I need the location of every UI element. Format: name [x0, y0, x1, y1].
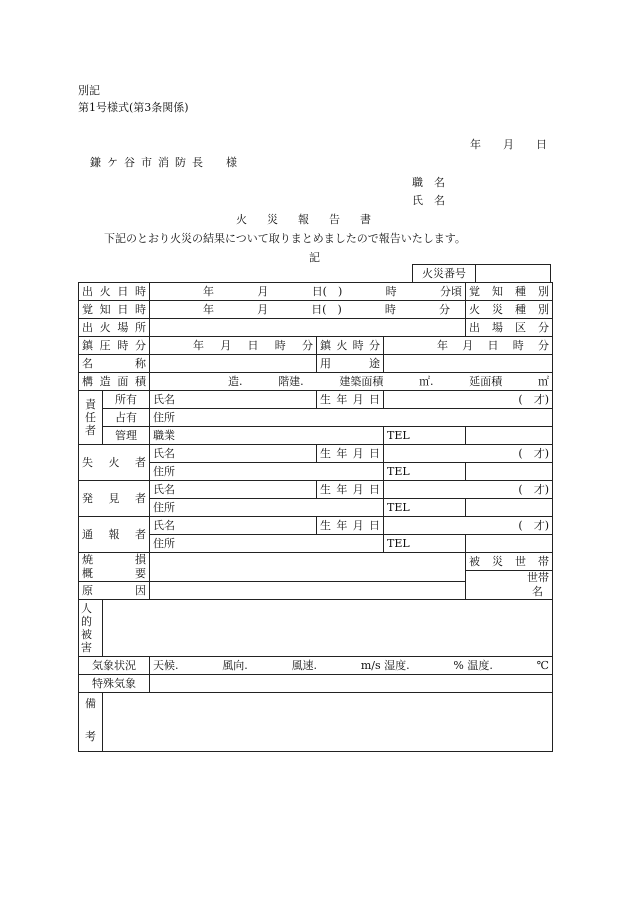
- tel-label: TEL: [384, 427, 466, 445]
- birth-label: 生年月日: [317, 517, 384, 535]
- unit-hour: 時: [274, 339, 286, 352]
- tsuho-address-label: 住所: [150, 535, 384, 553]
- shoson-char: 焼: [82, 553, 93, 566]
- place-label: 出火場所: [79, 319, 150, 337]
- unit-month: 月: [220, 339, 232, 352]
- tel-label: TEL: [384, 499, 466, 517]
- setai-unit: 世帯: [527, 571, 549, 584]
- report-date: 年 月 日: [470, 138, 547, 151]
- hisai-label: 被災世帯: [466, 553, 553, 571]
- biko-char: 備: [85, 697, 96, 710]
- kakuchi-kind-text: 覚知種別: [469, 285, 549, 298]
- tokushu-value: [150, 675, 553, 693]
- kozo-label: 構造面積: [79, 373, 150, 391]
- age-field: ( 才): [384, 481, 553, 499]
- unit-hour: 時: [384, 303, 396, 316]
- kanri-label: 管理: [103, 427, 150, 445]
- wind-direction-label: 風向.: [222, 659, 248, 672]
- jinteki-text: 人的被害: [81, 602, 92, 654]
- temperature-label: % 温度.: [453, 659, 493, 672]
- shikka-label: 失火者: [79, 445, 150, 481]
- table-row: [79, 693, 553, 752]
- jinteki-value: [103, 600, 553, 657]
- age-field: ( 才): [384, 517, 553, 535]
- tel-label: TEL: [384, 535, 466, 553]
- hakken-name-label: 氏名: [150, 481, 317, 499]
- reporter-position-label: 職 名: [412, 176, 445, 189]
- hakken-label: 発見者: [79, 481, 150, 517]
- unit-minute: 分: [538, 339, 549, 352]
- youto-value: [384, 355, 553, 373]
- shikka-name-label: 氏名: [150, 445, 317, 463]
- table-row: [79, 409, 553, 427]
- document-title: 火災報告書: [236, 213, 391, 226]
- unit-year: 年: [203, 285, 214, 298]
- fire-report-table: [78, 282, 553, 752]
- total-area-label: 延面積: [469, 375, 503, 388]
- wind-speed-label: 風速.: [291, 659, 318, 672]
- sqm-unit: ㎡.: [419, 375, 434, 388]
- tel-value: [466, 427, 553, 445]
- reporter-name-label: 氏 名: [412, 194, 445, 207]
- sqm-unit: ㎡: [537, 375, 549, 388]
- fire-number-box: [412, 264, 551, 282]
- tel-value: [466, 463, 553, 481]
- age-field: ( 才): [384, 445, 553, 463]
- table-row: [79, 283, 553, 301]
- fire-number-label: 火災番号: [413, 265, 476, 282]
- genin-value: [150, 582, 466, 600]
- celsius-unit: ℃: [536, 659, 549, 672]
- biko-value: [103, 693, 553, 752]
- table-row: [79, 675, 553, 693]
- unit-day: 日( ): [311, 303, 342, 316]
- table-row: [79, 481, 553, 499]
- unit-year: 年: [203, 303, 214, 316]
- humidity-label: m/s 湿度.: [360, 659, 410, 672]
- birth-label: 生年月日: [317, 391, 384, 409]
- unit-day: 日: [487, 339, 499, 352]
- chinka-value: [384, 337, 553, 355]
- shoson-value: [150, 553, 466, 582]
- meisho-value: [150, 355, 317, 373]
- hisai-value: [466, 571, 553, 600]
- owner-name-label: 氏名: [150, 391, 317, 409]
- owner-address-label: 住所: [150, 409, 553, 427]
- age-field: ( 才): [384, 391, 553, 409]
- shoson-char: 損: [135, 553, 146, 566]
- biko-char: 考: [85, 730, 96, 743]
- form-number: 第1号様式(第3条関係): [78, 101, 189, 114]
- kakuchi-value: [150, 301, 466, 319]
- floors-unit: 階建.: [278, 375, 304, 388]
- table-row: [79, 337, 553, 355]
- owner-occupation-label: 職業: [150, 427, 384, 445]
- unit-month: 月: [462, 339, 474, 352]
- unit-year: 年: [437, 339, 448, 352]
- table-row: [79, 517, 553, 535]
- hakken-address-label: 住所: [150, 499, 384, 517]
- chinatsu-value: [150, 337, 317, 355]
- sekinin-label: [79, 391, 103, 445]
- form-category: 別記: [78, 84, 100, 97]
- table-row: [79, 373, 553, 391]
- addressee: 鎌ケ谷市消防長 様: [90, 156, 243, 169]
- genin-label: 原 因: [79, 582, 150, 600]
- birth-label: 生年月日: [317, 481, 384, 499]
- weather-label: 天候.: [153, 659, 179, 672]
- kisho-label: 気象状況: [79, 657, 150, 675]
- dispatch-label: 出場区分: [466, 319, 553, 337]
- shoson-label: [79, 553, 150, 582]
- table-row: [79, 600, 553, 657]
- unit-day: 日( ): [311, 285, 343, 298]
- tel-value: [466, 499, 553, 517]
- shikka-address-label: 住所: [150, 463, 384, 481]
- birth-label: 生年月日: [317, 445, 384, 463]
- tel-label: TEL: [384, 463, 466, 481]
- tel-value: [466, 535, 553, 553]
- kakuchi-label: 覚知日時: [79, 301, 150, 319]
- unit-minute: 分: [438, 303, 450, 316]
- tsuho-label: 通報者: [79, 517, 150, 553]
- shoyu-label: 所有: [103, 391, 150, 409]
- chinka-label: 鎮火時分: [317, 337, 384, 355]
- biko-label: [79, 693, 103, 752]
- table-row: [79, 391, 553, 409]
- tokushu-label: 特殊気象: [79, 675, 150, 693]
- unit-hour: 時: [512, 339, 524, 352]
- table-row: [79, 427, 553, 445]
- jinteki-label: [79, 600, 103, 657]
- table-row: [79, 657, 553, 675]
- unit-year: 年: [193, 339, 204, 352]
- shukka-label: 出火日時: [79, 283, 150, 301]
- unit-minute: 分頃: [439, 285, 462, 298]
- unit-minute: 分: [302, 339, 313, 352]
- fire-kind-label: 火災種別: [466, 301, 553, 319]
- mei-unit: 名: [532, 585, 543, 598]
- shoson-char: 要: [135, 567, 146, 580]
- unit-month: 月: [257, 285, 269, 298]
- unit-hour: 時: [385, 285, 397, 298]
- table-row: [79, 445, 553, 463]
- building-area-label: 建築面積: [339, 375, 384, 388]
- sennyu-label: 占有: [103, 409, 150, 427]
- sekinin-text: 責任者: [85, 398, 96, 437]
- table-row: [79, 535, 553, 553]
- unit-month: 月: [257, 303, 269, 316]
- tsuho-name-label: 氏名: [150, 517, 317, 535]
- kisho-value: [150, 657, 553, 675]
- table-row: [79, 301, 553, 319]
- chinatsu-label: 鎮圧時分: [79, 337, 150, 355]
- youto-label: 用 途: [317, 355, 384, 373]
- table-row: [79, 355, 553, 373]
- shoson-char: 概: [82, 567, 93, 580]
- table-row: [79, 463, 553, 481]
- intro-text: 下記のとおり火災の結果について取りまとめましたので報告いたします。: [104, 232, 466, 245]
- unit-day: 日: [247, 339, 259, 352]
- meisho-label: 名 称: [79, 355, 150, 373]
- table-row: [79, 553, 553, 571]
- kozo-value: [150, 373, 553, 391]
- structure-unit: 造.: [228, 375, 243, 388]
- table-row: [79, 499, 553, 517]
- ki-mark: 記: [309, 251, 320, 264]
- place-value: [150, 319, 466, 337]
- table-row: [79, 319, 553, 337]
- kakuchi-kind-label: [466, 283, 553, 301]
- shukka-value: [150, 283, 466, 301]
